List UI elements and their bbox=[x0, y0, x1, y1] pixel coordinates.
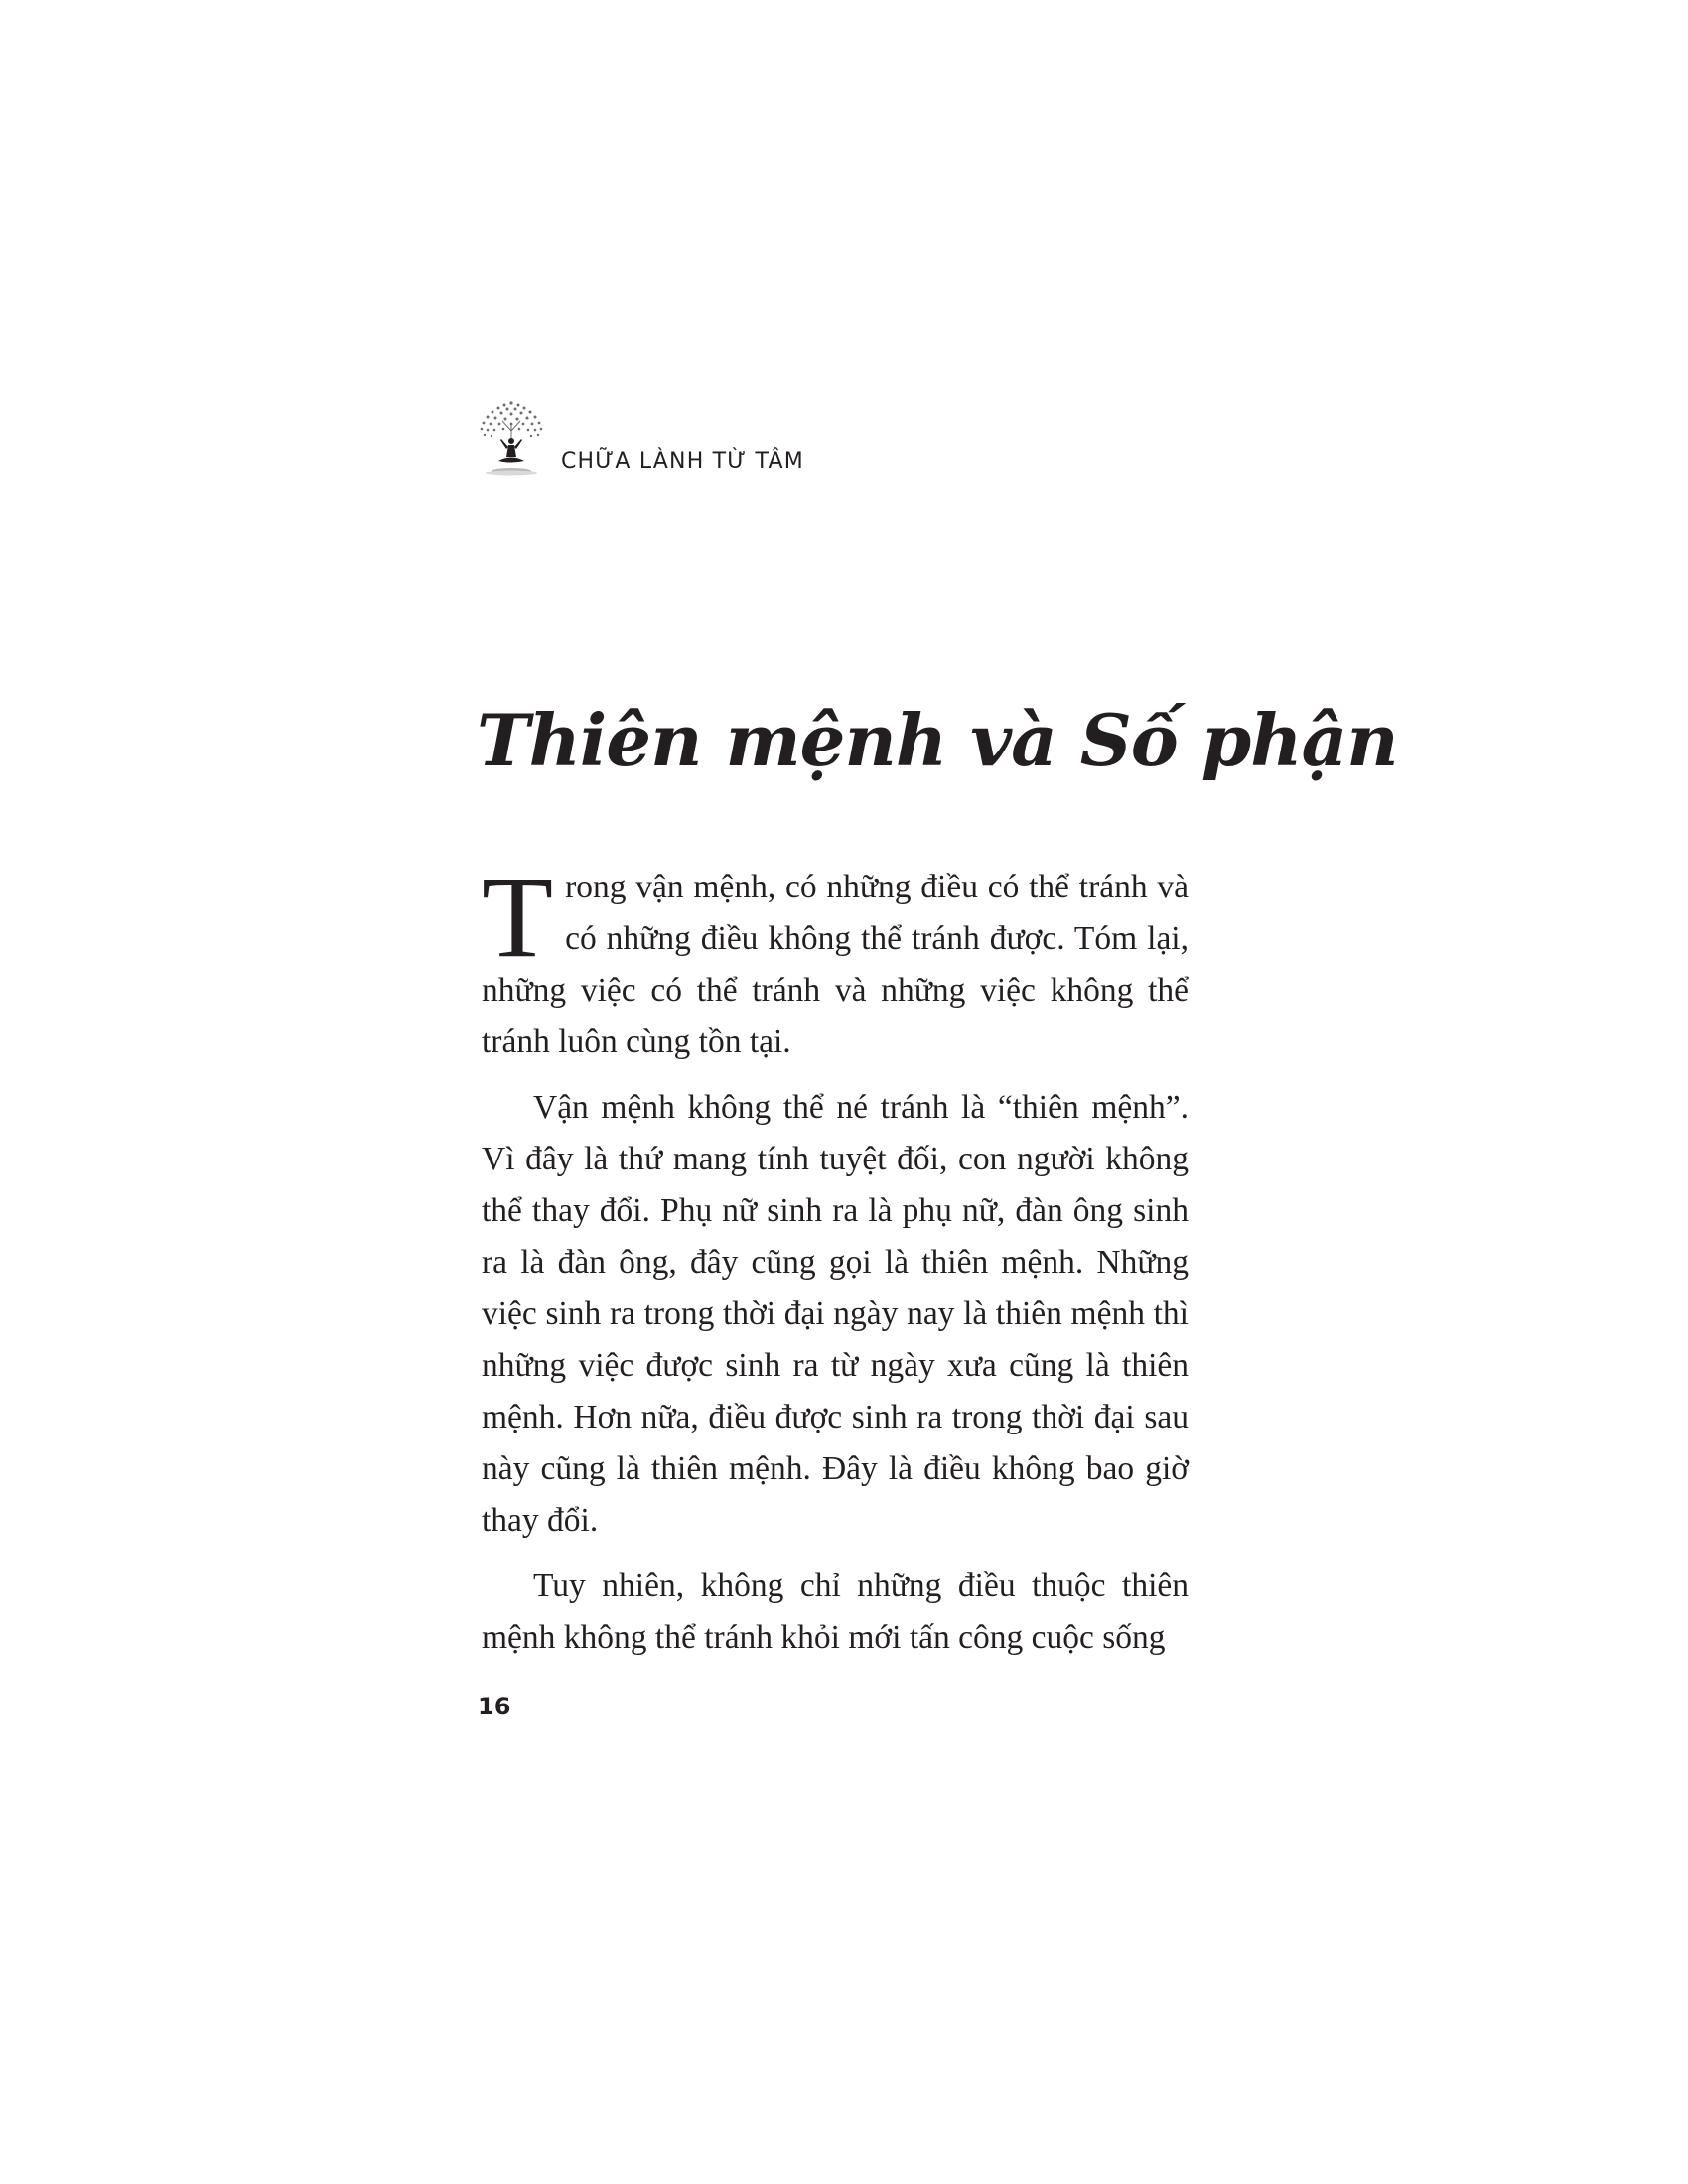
running-header-title: CHỮA LÀNH TỪ TÂM bbox=[561, 449, 804, 474]
paragraph-2: Vận mệnh không thể né tránh là “thiên mệnh”. Vì đây là thứ mang tính tuyệt đối, con người không thể thay đổi. Phụ nữ sinh ra là phụ nữ, đàn ông sinh ra là đàn ông, đây cũng gọi là thiên mệnh. Những việc sinh ra trong thời đại ngày nay là thiên mệnh thì những việc được sinh ra từ ngày xưa cũng là thiên mệnh. Hơn nữa, điều được sinh ra trong thời đại sau này cũng là thiên mệnh. Đây là điều không bao giờ thay đổi. bbox=[482, 1089, 1189, 1539]
running-header bbox=[475, 397, 892, 486]
body-text bbox=[482, 852, 1189, 1678]
meditation-tree-icon bbox=[475, 397, 548, 477]
paragraph-text: rong vận mệnh, có những điều có thể tránh và có những điều không thể tránh được. Tóm lại, những việc có thể tránh và những việc không thể tránh luôn cùng tồn tại. bbox=[482, 869, 1189, 1060]
drop-cap: T bbox=[482, 852, 554, 982]
paragraph-1 bbox=[482, 852, 1189, 1068]
page-number: 16 bbox=[478, 1693, 511, 1720]
chapter-title: Thiên mệnh và Số phận bbox=[477, 698, 1398, 783]
paragraph-3: Tuy nhiên, không chỉ những điều thuộc thiên mệnh không thể tránh khỏi mới tấn công cuộc sống bbox=[482, 1568, 1189, 1656]
